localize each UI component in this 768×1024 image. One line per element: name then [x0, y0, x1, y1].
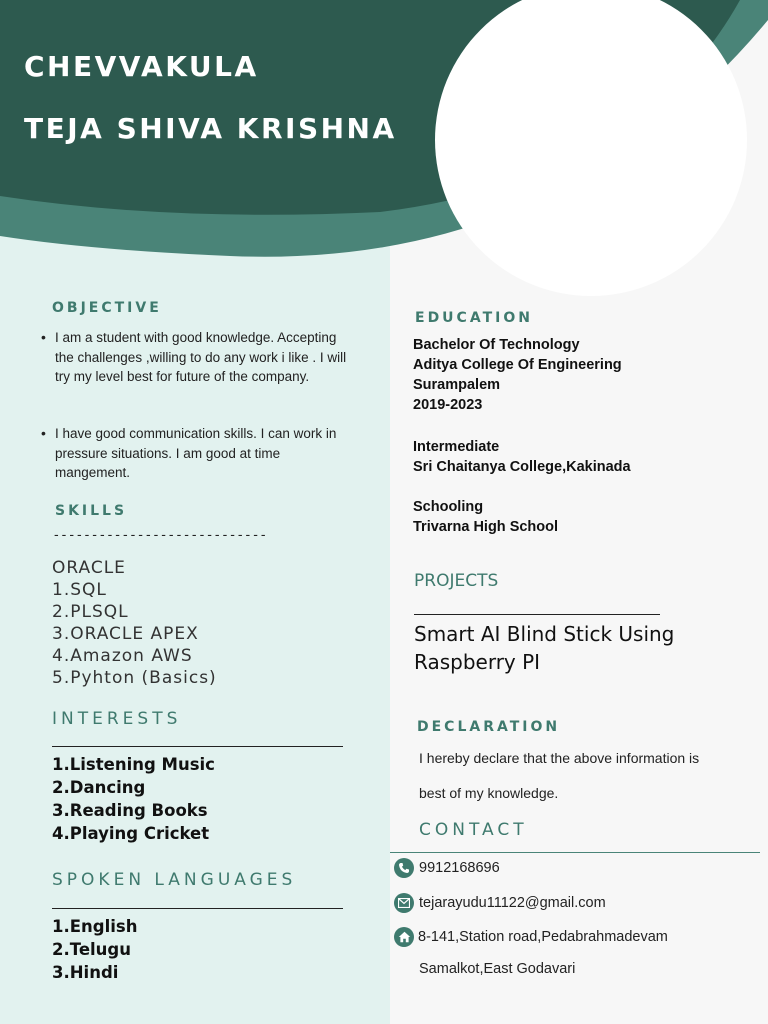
bullet-dot: •: [41, 425, 46, 441]
education-institution: Sri Chaitanya College,Kakinada: [413, 459, 631, 475]
skill-item: 1.SQL: [52, 580, 107, 600]
projects-divider: [414, 614, 660, 615]
skill-item: 4.Amazon AWS: [52, 646, 193, 666]
interest-item: 4.Playing Cricket: [52, 824, 210, 843]
phone-icon: [394, 858, 414, 878]
contact-email[interactable]: tejarayudu11122@gmail.com: [419, 895, 606, 911]
interests-title: INTERESTS: [52, 709, 182, 729]
skill-item: 5.Pyhton (Basics): [52, 668, 217, 688]
declaration-line1: I hereby declare that the above information is: [419, 750, 700, 766]
contact-title: CONTACT: [419, 820, 528, 840]
project-item: Smart AI Blind Stick Using Raspberry PI: [414, 622, 675, 674]
header-graphic: [0, 0, 768, 300]
interest-item: 1.Listening Music: [52, 755, 215, 774]
contact-divider: [390, 852, 760, 853]
home-icon: [394, 927, 414, 947]
education-institution: Aditya College Of Engineering: [413, 357, 622, 373]
declaration-title: DECLARATION: [417, 719, 561, 735]
skill-item: 2.PLSQL: [52, 602, 129, 622]
education-institution: Trivarna High School: [413, 519, 559, 535]
education-degree: Schooling: [413, 499, 484, 515]
photo-circle: [435, 0, 747, 296]
contact-address-line1: 8-141,Station road,Pedabrahmadevam: [418, 929, 668, 945]
education-degree: Bachelor Of Technology: [413, 337, 580, 353]
name-line1: CHEVVAKULA: [24, 50, 259, 83]
objective-text-2: I have good communication skills. I can work in pressure situations. I am good at time mangement.: [55, 426, 337, 480]
contact-address-row: [394, 927, 668, 947]
skills-list: [52, 557, 217, 689]
language-item: 1.English: [52, 917, 138, 936]
interests-list: [52, 753, 215, 845]
objective-text-1: I am a student with good knowledge. Accepting the challenges ,willing to do any work i like . I will try my level best for future of the company.: [55, 330, 347, 384]
languages-divider: [52, 908, 343, 909]
education-title: EDUCATION: [415, 310, 533, 326]
contact-phone-row: [394, 858, 500, 878]
education-entry-3: [413, 497, 558, 537]
languages-list: [52, 915, 137, 984]
interest-item: 3.Reading Books: [52, 801, 208, 820]
declaration-line2: best of my knowledge.: [419, 785, 559, 801]
languages-title: SPOKEN LANGUAGES: [52, 870, 297, 890]
education-location: Surampalem: [413, 377, 501, 393]
objective-bullet-2: [41, 424, 350, 483]
projects-title: PROJECTS: [414, 571, 499, 591]
language-item: 3.Hindi: [52, 963, 119, 982]
contact-email-row: [394, 893, 606, 913]
education-entry-1: [413, 335, 622, 415]
education-years: 2019-2023: [413, 397, 483, 413]
mail-icon: [394, 893, 414, 913]
education-entry-2: [413, 437, 631, 477]
language-item: 2.Telugu: [52, 940, 131, 959]
contact-address-line2: Samalkot,East Godavari: [419, 961, 576, 977]
interests-divider: [52, 746, 343, 747]
skill-item: 3.ORACLE APEX: [52, 624, 199, 644]
objective-title: OBJECTIVE: [52, 300, 162, 316]
objective-bullet-1: [41, 328, 350, 387]
bullet-dot: •: [41, 329, 46, 345]
skills-divider: ----------------------------: [54, 526, 269, 542]
interest-item: 2.Dancing: [52, 778, 146, 797]
name-line2: TEJA SHIVA KRISHNA: [24, 112, 397, 145]
contact-phone[interactable]: 9912168696: [419, 860, 500, 876]
education-degree: Intermediate: [413, 439, 500, 455]
skills-title: SKILLS: [55, 503, 128, 519]
skill-item: ORACLE: [52, 558, 126, 578]
